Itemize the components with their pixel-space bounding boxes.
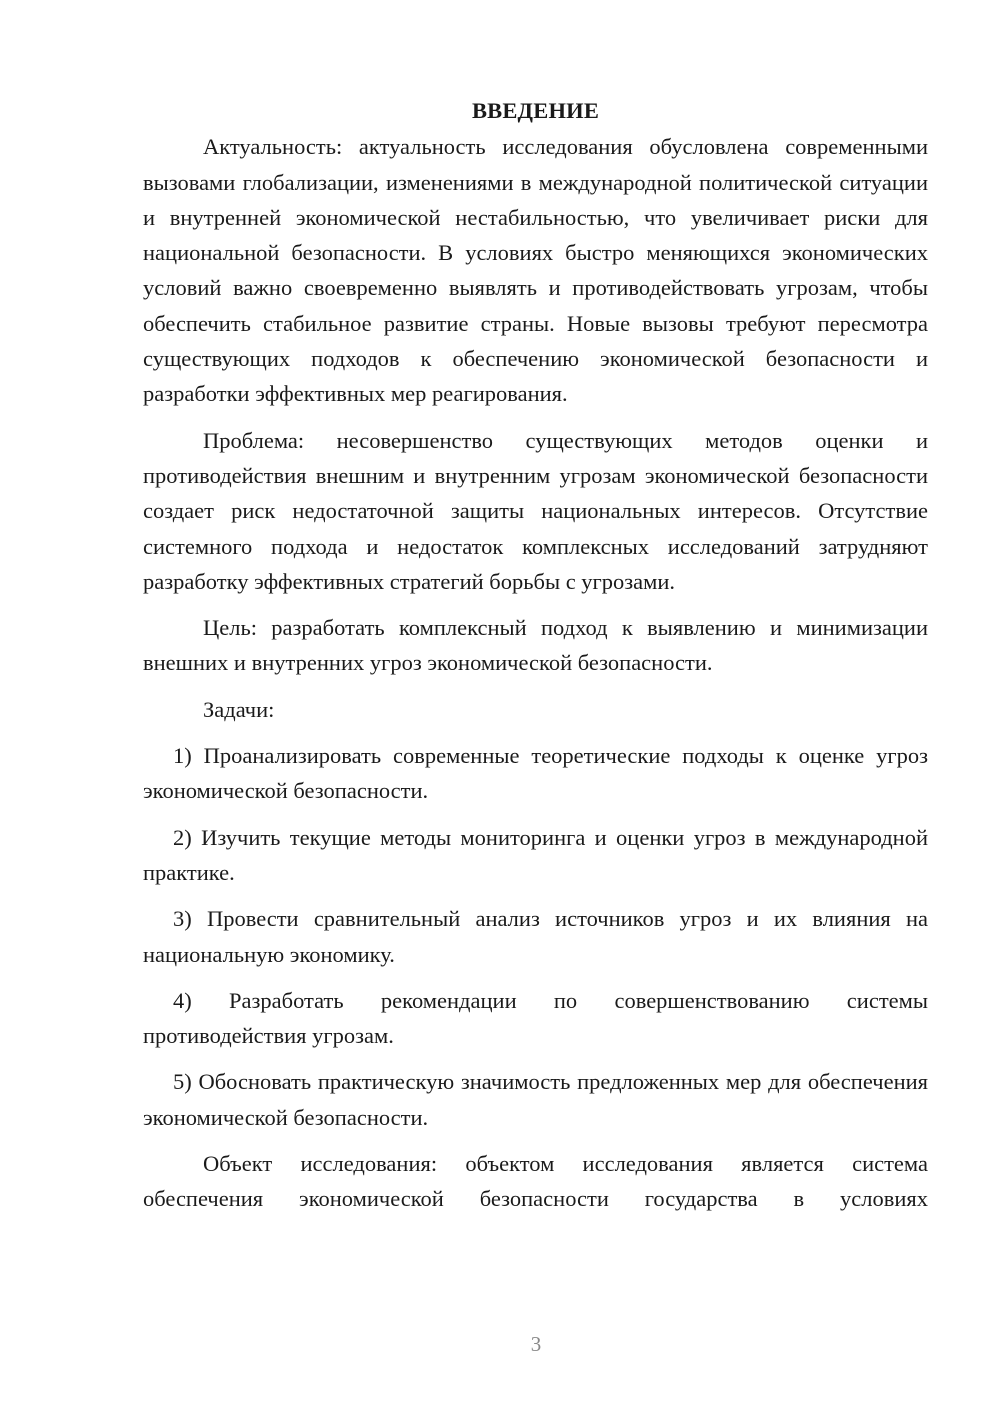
paragraph-goal: Цель: разработать комплексный подход к выявлению и минимизации внешних и внутренних угроз экономической безопасности. [143,615,928,676]
task-item: 5) Обосновать практическую значимость предложенных мер для обеспечения экономической безопасности. [143,1069,928,1130]
task-item: 1) Проанализировать современные теоретические подходы к оценке угроз экономической безопасности. [143,743,928,804]
paragraph-object: Объект исследования: объектом исследования является система обеспечения экономической безопасности государства в условиях [143,1151,928,1212]
paragraph-relevance: Актуальность: актуальность исследования обусловлена современными вызовами глобализации, изменениями в международной политической ситуации и внутренней экономической нестабильностью, что увеличивает риски для национальной безопасности. В условиях быстро меняющихся экономических условий важно своевременно выявлять и противодействовать угрозам, чтобы обеспечить стабильное развитие страны. Новые вызовы требуют пересмотра существующих подходов к обеспечению экономической безопасности и разработки эффективных мер реагирования. [143,134,928,407]
section-title: ВВЕДЕНИЕ [471,98,600,123]
task-item: 3) Провести сравнительный анализ источников угроз и их влияния на национальную экономику. [143,906,928,967]
paragraph-problem: Проблема: несовершенство существующих методов оценки и противодействия внешним и внутренним угрозам экономической безопасности создает риск недостаточной защиты национальных интересов. Отсутствие системного подхода и недостаток комплексных исследований затрудняют разработку эффективных стратегий борьбы с угрозами. [143,427,928,594]
document-body [143,93,928,1217]
page-number: 3 [530,1332,542,1356]
task-item: 4) Разработать рекомендации по совершенствованию системы противодействия угрозам. [143,987,928,1049]
tasks-heading: Задачи: [203,696,275,722]
task-item: 2) Изучить текущие методы мониторинга и оценки угроз в международной практике. [143,824,928,885]
